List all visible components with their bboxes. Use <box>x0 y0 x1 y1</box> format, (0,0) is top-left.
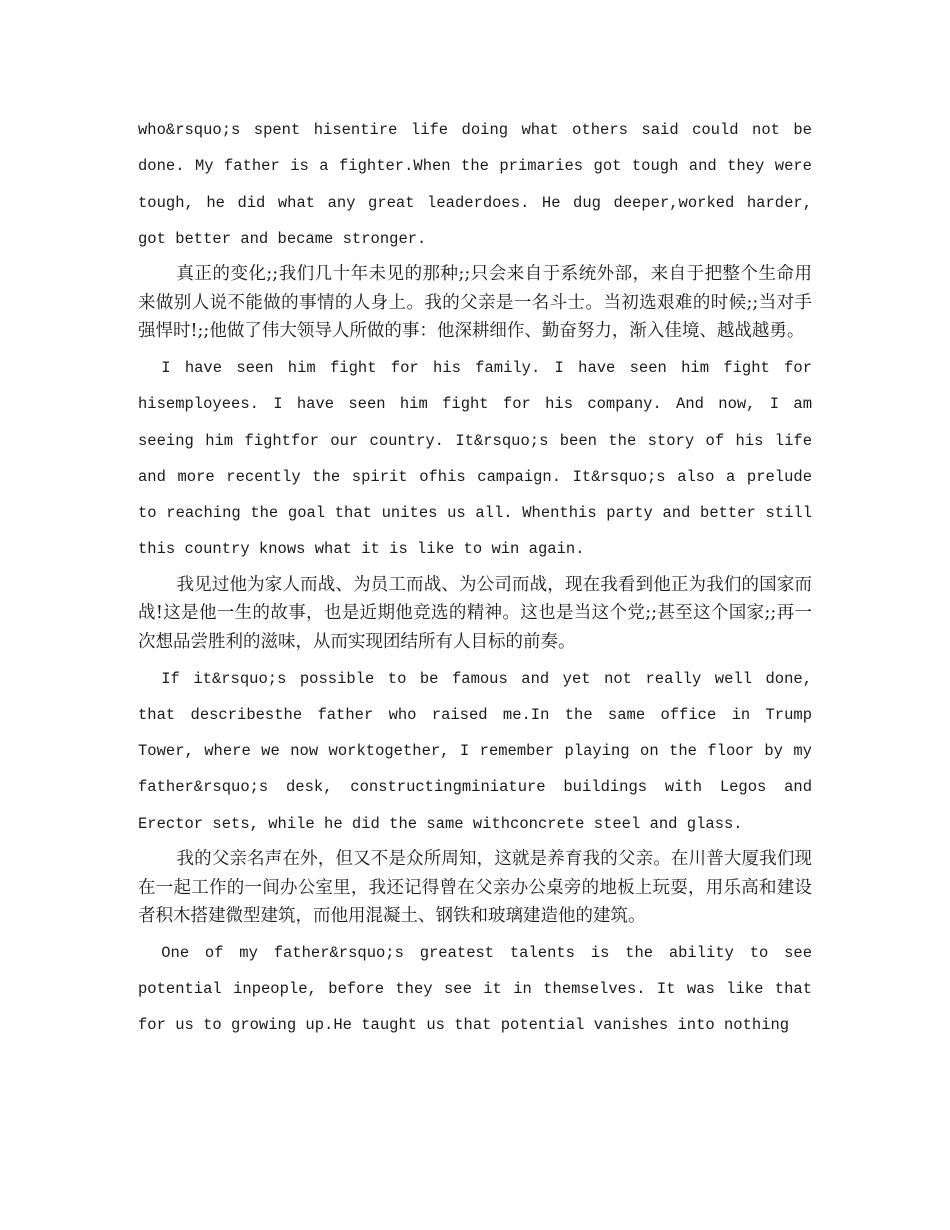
document-page <box>138 112 812 1044</box>
paragraph-zh-2: 我见过他为家人而战、为员工而战、为公司而战，现在我看到他正为我们的国家而战!这是他一生的故事，也是近期他竞选的精神。这也是当这个党;;甚至这个国家;;再一次想品尝胜利的滋味，从而实现团结所有人目标的前奏。 <box>138 574 812 652</box>
paragraph-zh-3: 我的父亲名声在外，但又不是众所周知，这就是养育我的父亲。在川普大厦我们现在一起工作的一间办公室里，我还记得曾在父亲办公桌旁的地板上玩耍，用乐高和建设者积木搭建微型建筑，而他用混凝土、钢铁和玻璃建造他的建筑。 <box>138 849 812 927</box>
paragraph-en-1: who&rsquo;s spent hisentire life doing what others said could not be done. My father is a fighter.When the primaries got tough and they were tough, he did what any great leaderdoes. He dug deeper,worked harder, got better and became stronger. <box>138 121 812 248</box>
paragraph-en-2: I have seen him fight for his family. I have seen him fight for hisemployees. I have seen him fight for his company. And now, I am seeing him fightfor our country. It&rsquo;s been the story of his life and more recently the spirit ofhis campaign. It&rsquo;s also a prelude to reaching the goal that unites us all. Whenthis party and better still this country knows what it is like to win again. <box>138 358 812 559</box>
paragraph-en-4: One of my father&rsquo;s greatest talents is the ability to see potential inpeople, before they see it in themselves. It was like that for us to growing up.He taught us that potential vanishes into nothing <box>138 943 812 1035</box>
paragraph-en-3: If it&rsquo;s possible to be famous and yet not really well done, that describesthe father who raised me.In the same office in Trump Tower, where we now worktogether, I remember playing on the floor by my father&rsquo;s desk, constructingminiature buildings with Legos and Erector sets, while he did the same withconcrete steel and glass. <box>138 669 812 833</box>
paragraph-zh-1: 真正的变化;;我们几十年未见的那种;;只会来自于系统外部，来自于把整个生命用来做别人说不能做的事情的人身上。我的父亲是一名斗士。当初选艰难的时候;;当对手强悍时!;;他做了伟大领导人所做的事：他深耕细作、勤奋努力，渐入佳境、越战越勇。 <box>138 264 812 342</box>
